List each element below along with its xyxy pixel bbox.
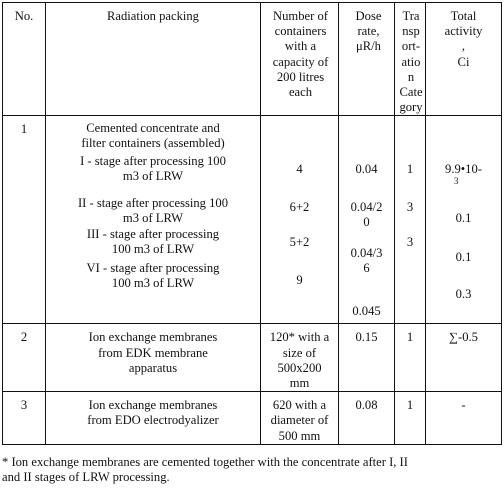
row2-no: 2 (3, 324, 46, 392)
header-activity: Total activity , Ci (426, 3, 502, 116)
header-packing: Radiation packing (46, 3, 261, 116)
table-row (3, 324, 502, 392)
row3-no: 3 (3, 392, 46, 445)
header-containers: Number of containers with a capacity of 200 litres each (261, 3, 339, 116)
table-row (3, 392, 502, 445)
header-transport: Tra nsp ort- atio n Cate gory (395, 3, 426, 116)
table-header-row (3, 3, 502, 116)
footnote (2, 455, 502, 485)
row2-dose: 0.15 (339, 324, 395, 392)
row1-no: 1 (3, 116, 46, 324)
row2-packing: Ion exchange membranes from EDK membrane apparatus (46, 324, 261, 392)
row2-containers: 120* with a size of 500x200 mm (261, 324, 339, 392)
footnote-line: and II stages of LRW processing. (2, 470, 170, 485)
row2-activity: ∑-0.5 (426, 324, 502, 392)
table-row (3, 116, 502, 324)
row3-containers: 620 with a diameter of 500 mm (261, 392, 339, 445)
row1-transport: 1 3 3 (395, 116, 426, 324)
row1-dose: 0.04 0.04/2 0 0.04/3 6 0.045 (339, 116, 395, 324)
header-dose: Dose rate, μR/h (339, 3, 395, 116)
radiation-packing-table (2, 2, 502, 445)
row1-activity: 9.9•10- 3 0.1 0.1 0.3 (426, 116, 502, 324)
row1-packing: Cemented concentrate and filter containers (assembled) I - stage after processing 100 m3 of LRW II - stage after processing 100 m3 of LRW III - stage after processing 100 m3 of LRW VI - stage after processing 100 m3 of LRW (46, 116, 261, 324)
row1-containers: 4 6+2 5+2 9 (261, 116, 339, 324)
row3-dose: 0.08 (339, 392, 395, 445)
footnote-line: * Ion exchange membranes are cemented together with the concentrate after I, II (2, 455, 408, 469)
row3-packing: Ion exchange membranes from EDO electrodyalizer (46, 392, 261, 445)
header-no: No. (3, 3, 46, 116)
row3-transport: 1 (395, 392, 426, 445)
row3-activity: - (426, 392, 502, 445)
row2-transport: 1 (395, 324, 426, 392)
